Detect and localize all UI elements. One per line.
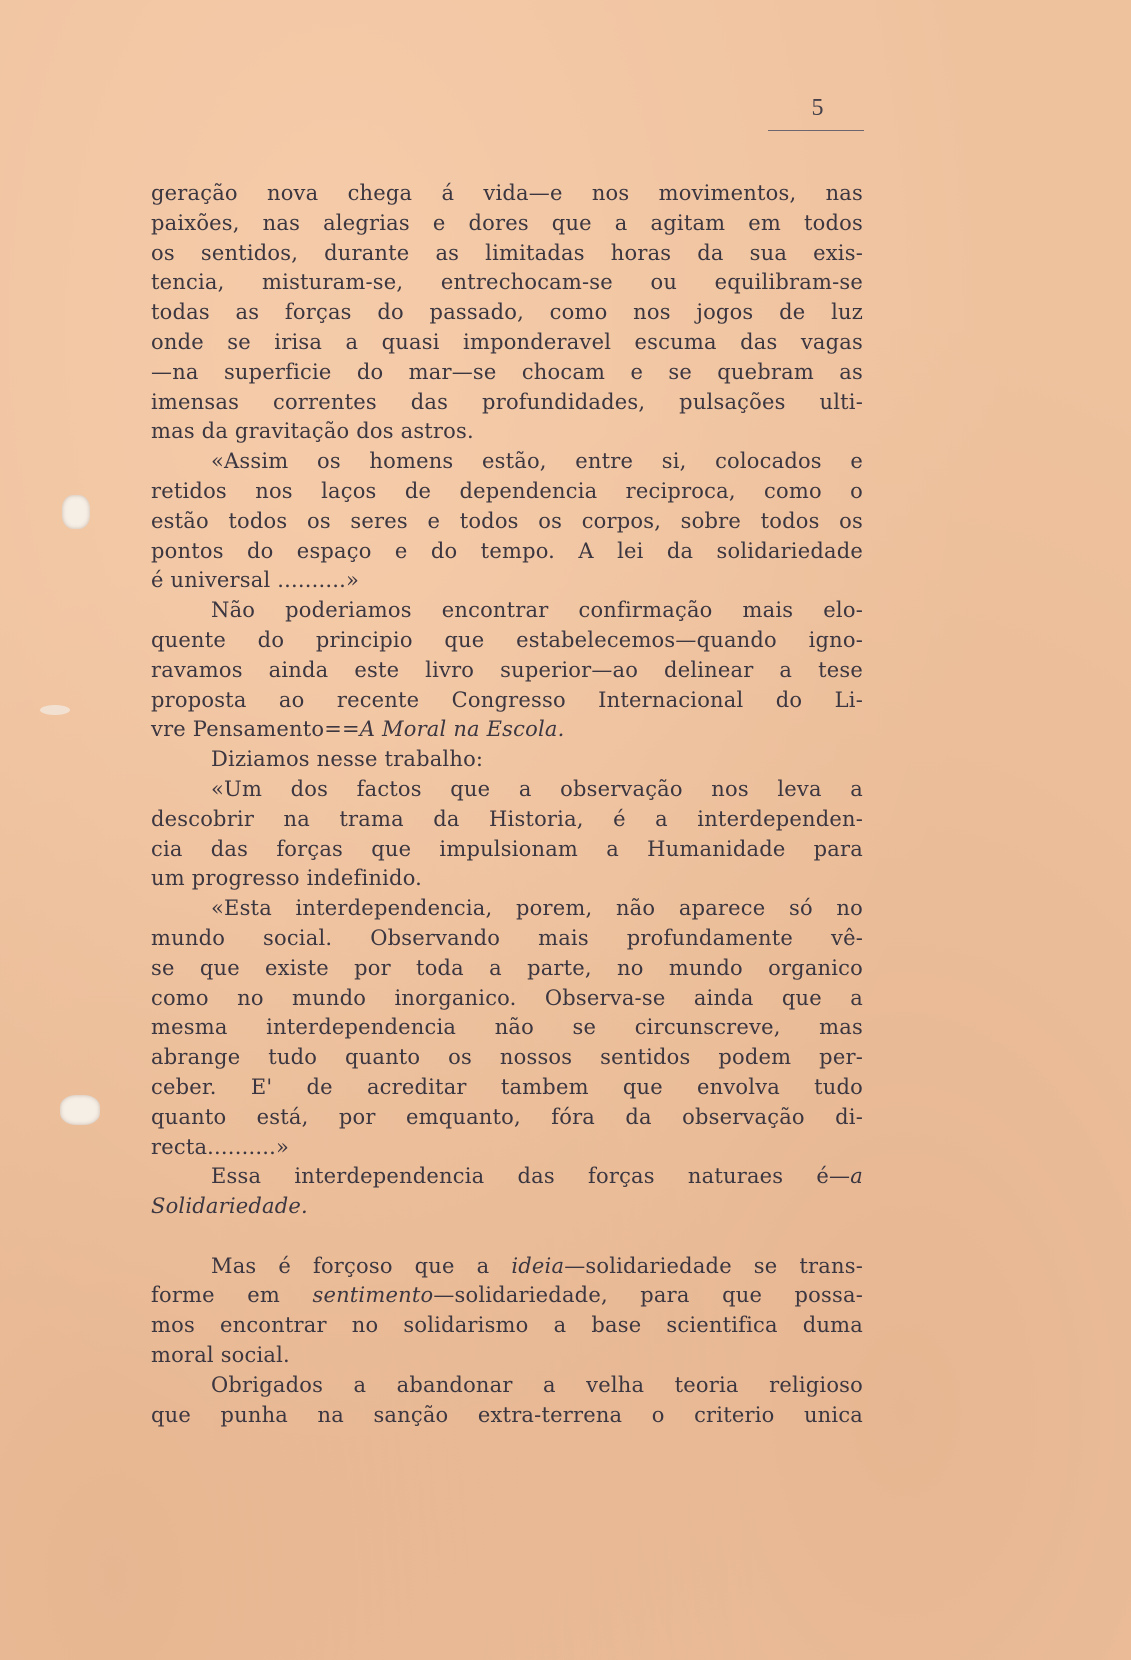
text-line	[151, 1252, 863, 1282]
text-segment: «Esta interdependencia, porem, não aparece só no	[211, 896, 863, 921]
text-segment: —solidariedade, para que possa-	[433, 1283, 863, 1308]
text-line	[151, 507, 863, 537]
binding-hole	[62, 495, 90, 529]
text-segment: recta..........»	[151, 1134, 289, 1159]
text-line	[151, 239, 863, 269]
italic-phrase: sentimento	[312, 1283, 434, 1308]
text-segment: mos encontrar no solidarismo a base scientifica duma	[151, 1313, 863, 1338]
text-segment: mas da gravitação dos astros.	[151, 419, 474, 444]
text-segment: um progresso indefinido.	[151, 866, 423, 891]
text-segment: retidos nos laços de dependencia reciproca, como o	[151, 478, 863, 503]
binding-hole	[60, 1095, 100, 1125]
text-segment: moral social.	[151, 1343, 290, 1368]
text-line	[151, 864, 863, 894]
page-number: 5	[811, 95, 824, 121]
body-text	[151, 179, 863, 1430]
text-line	[151, 1192, 863, 1222]
paper-speck	[40, 705, 70, 715]
text-segment: se que existe por toda a parte, no mundo organico	[151, 955, 863, 980]
text-segment: Não poderiamos encontrar confirmação mais elo-	[211, 598, 863, 623]
text-segment: Essa interdependencia das forças naturaes é—	[211, 1164, 851, 1189]
text-line	[151, 1073, 863, 1103]
text-segment: mesma interdependencia não se circunscreve, mas	[151, 1015, 863, 1040]
text-line	[151, 775, 863, 805]
text-line	[151, 954, 863, 984]
text-segment: onde se irisa a quasi imponderavel escuma das vagas	[151, 329, 863, 354]
text-line	[151, 1341, 863, 1371]
text-line	[151, 358, 863, 388]
text-segment: ceber. E' de acreditar tambem que envolva tudo	[151, 1074, 863, 1099]
text-line	[151, 1043, 863, 1073]
italic-phrase: a	[850, 1164, 863, 1189]
text-line	[151, 447, 863, 477]
text-line	[151, 1013, 863, 1043]
text-line	[151, 328, 863, 358]
text-segment: vre Pensamento==	[151, 717, 360, 742]
text-line	[151, 298, 863, 328]
italic-phrase: ideia	[511, 1253, 565, 1278]
text-line	[151, 1281, 863, 1311]
text-segment: imensas correntes das profundidades, pulsações ulti-	[151, 389, 863, 414]
text-segment: pontos do espaço e do tempo. A lei da solidariedade	[151, 538, 863, 563]
text-line	[151, 656, 863, 686]
text-line	[151, 1401, 863, 1431]
text-segment: descobrir na trama da Historia, é a interdependen-	[151, 806, 863, 831]
text-segment: quente do principio que estabelecemos—quando igno-	[151, 627, 863, 652]
text-segment: estão todos os seres e todos os corpos, sobre todos os	[151, 508, 863, 533]
text-segment: —solidariedade se trans-	[564, 1253, 863, 1278]
text-segment: —na superficie do mar—se chocam e se quebram as	[151, 359, 863, 384]
text-line	[151, 477, 863, 507]
text-segment: forme em	[151, 1283, 313, 1308]
text-segment: Diziamos nesse trabalho:	[211, 747, 484, 772]
text-line	[151, 1311, 863, 1341]
text-segment: ravamos ainda este livro superior—ao delinear a tese	[151, 657, 863, 682]
text-segment: os sentidos, durante as limitadas horas da sua exis-	[151, 240, 863, 265]
text-segment: como no mundo inorganico. Observa-se ainda que a	[151, 985, 863, 1010]
text-line	[151, 566, 863, 596]
text-segment: «Assim os homens estão, entre si, colocados e	[211, 449, 863, 474]
text-line	[151, 984, 863, 1014]
text-line	[151, 626, 863, 656]
text-segment: cia das forças que impulsionam a Humanidade para	[151, 836, 863, 861]
paragraph-gap	[151, 1222, 863, 1252]
text-segment: que punha na sanção extra-terrena o criterio unica	[151, 1402, 863, 1427]
text-segment: paixões, nas alegrias e dores que a agitam em todos	[151, 210, 863, 235]
text-line	[151, 1371, 863, 1401]
text-segment: todas as forças do passado, como nos jogos de luz	[151, 300, 863, 325]
italic-phrase: Solidariedade.	[151, 1194, 308, 1219]
text-line	[151, 537, 863, 567]
text-line	[151, 596, 863, 626]
text-segment: geração nova chega á vida—e nos movimentos, nas	[151, 181, 863, 205]
text-line	[151, 894, 863, 924]
text-segment: «Um dos factos que a observação nos leva a	[211, 776, 863, 801]
italic-phrase: A Moral na Escola.	[359, 717, 565, 742]
text-segment: abrange tudo quanto os nossos sentidos podem per-	[151, 1045, 863, 1070]
text-line	[151, 1103, 863, 1133]
text-line	[151, 268, 863, 298]
text-line	[151, 388, 863, 418]
text-line	[151, 835, 863, 865]
text-line	[151, 686, 863, 716]
text-line	[151, 417, 863, 447]
text-line	[151, 209, 863, 239]
text-segment: Mas é forçoso que a	[211, 1253, 512, 1278]
text-line	[151, 715, 863, 745]
text-line	[151, 805, 863, 835]
text-segment: proposta ao recente Congresso Internacional do Li-	[151, 687, 863, 712]
text-segment: tencia, misturam-se, entrechocam-se ou equilibram-se	[151, 270, 863, 295]
text-line	[151, 745, 863, 775]
text-line	[151, 1133, 863, 1163]
text-segment: Obrigados a abandonar a velha teoria religioso	[211, 1372, 863, 1397]
text-segment: é universal ..........»	[151, 568, 360, 593]
text-segment: quanto está, por emquanto, fóra da observação di-	[151, 1104, 863, 1129]
text-line	[151, 924, 863, 954]
text-line	[151, 179, 863, 209]
text-segment: mundo social. Observando mais profundamente vê-	[151, 925, 863, 950]
page-number-rule	[768, 130, 864, 131]
text-line	[151, 1162, 863, 1192]
